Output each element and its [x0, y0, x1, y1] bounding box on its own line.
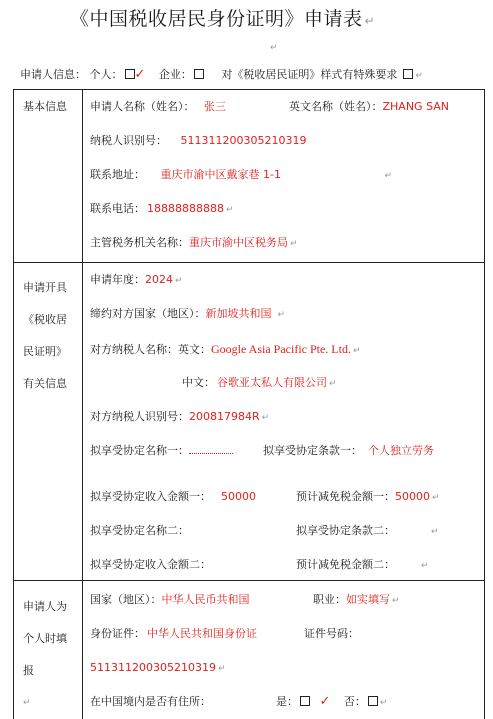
special-format-label: 对《税收居民证明》样式有特殊要求 [221, 68, 398, 81]
income-1-value[interactable]: 50000 [221, 490, 256, 503]
page-title: 《中国税收居民身份证明》申请表 ↵ [70, 8, 376, 30]
residence-yes-check-icon: ✓ [319, 694, 331, 709]
individual-label: 个人： [89, 68, 123, 81]
year-row: 申请年度：2024 ↵ [90, 273, 183, 286]
taxid-value[interactable]: 511311200305210319 [180, 134, 307, 147]
special-format-checkbox[interactable] [403, 69, 413, 79]
treaty-clause-1-row: 拟享受协定条款一： 个人独立劳务 [263, 444, 434, 457]
treaty-clause-2-row: 拟享受协定条款二： ↵ [296, 524, 439, 537]
name-value[interactable]: 张三 [204, 100, 226, 113]
counterparty-english-row: 对方纳税人名称：英文：Google Asia Pacific Pte. Ltd. ↵ [90, 342, 361, 356]
individual-check-icon: ✓ [134, 67, 146, 82]
year-value[interactable]: 2024 [145, 273, 173, 286]
relief-1-value[interactable]: 50000 [395, 490, 430, 503]
id-number-label: 证件号码： [304, 627, 359, 640]
taxid-row: 纳税人识别号： 511311200305210319 [90, 134, 307, 147]
table-column-divider [82, 89, 83, 719]
counterparty-chinese-row: 中文： 谷歌亚太私人有限公司 ↵ [182, 376, 337, 389]
residence-yes-checkbox[interactable] [300, 696, 310, 706]
applicant-info-label: 申请人信息： [20, 68, 86, 81]
authority-row: 主管税务机关名称：重庆市渝中区税务局 ↵ [90, 236, 298, 249]
basic-section-label: 基本信息 [23, 100, 67, 113]
occupation-row: 职业：如实填写 ↵ [313, 593, 400, 606]
counterparty-taxid-row: 对方纳税人识别号：200817984R ↵ [90, 410, 270, 423]
id-number-value[interactable]: 511311200305210319 [90, 661, 216, 674]
treaty-name-1-row: 拟享受协定名称一： [90, 444, 233, 458]
address-row: 联系地址： 重庆市渝中区戴家巷 1-1 ↵ [90, 168, 393, 181]
relief-2-row: 预计减免税金额二： ↵ [296, 558, 429, 571]
authority-value[interactable]: 重庆市渝中区税务局 [189, 236, 288, 249]
table-border-top [13, 89, 485, 90]
nationality-row: 国家（地区）：中华人民币共和国 [90, 593, 250, 606]
enterprise-label: 企业： [158, 68, 192, 81]
treaty-name-1-field[interactable] [189, 445, 233, 454]
residence-row: 在中国境内是否有住所： [90, 695, 211, 708]
income-2-row: 拟享受协定收入金额二： [90, 558, 211, 571]
residence-choice: 是： ✓ 否： ↵ [276, 694, 388, 709]
english-name-value[interactable]: ZHANG SAN [382, 100, 450, 113]
individual-checkbox[interactable] [125, 69, 135, 79]
treaty-country-value[interactable]: 新加坡共和国 [205, 307, 272, 320]
counterparty-taxid-value[interactable]: 200817984R [189, 410, 260, 423]
cert-section-label: 申请开具 《税收居 民证明》 有关信息 [23, 281, 67, 390]
phone-row: 联系电话： 18888888888 ↵ [90, 202, 234, 215]
name-row: 申请人名称（姓名）： 张三 [90, 100, 226, 113]
paragraph-mark: ↵ [270, 43, 278, 53]
personal-section-label: 申请人为 个人时填 报 ↵ [23, 600, 67, 708]
income-1-row: 拟享受协定收入金额一： 50000 [90, 490, 256, 503]
counterparty-chinese-value[interactable]: 谷歌亚太私人有限公司 [217, 376, 327, 389]
phone-value[interactable]: 18888888888 [147, 202, 224, 215]
treaty-name-2-row: 拟享受协定名称二： [90, 524, 189, 537]
table-divider-2 [13, 580, 485, 581]
table-border-right [484, 89, 485, 719]
id-number-row: 511311200305210319 ↵ [90, 661, 226, 674]
applicant-info-row: 申请人信息： 个人： ✓ 企业： 对《税收居民证明》样式有特殊要求 ↵ [20, 67, 423, 82]
table-border-left [13, 89, 14, 719]
treaty-country-row: 缔约对方国家（地区）：新加坡共和国 ↵ [90, 307, 286, 320]
relief-1-row: 预计减免税金额一：50000 ↵ [296, 490, 440, 503]
enterprise-checkbox[interactable] [194, 69, 204, 79]
english-name-row: 英文名称（姓名）：ZHANG SAN [289, 100, 450, 113]
nationality-value[interactable]: 中华人民币共和国 [161, 593, 250, 606]
residence-no-checkbox[interactable] [368, 696, 378, 706]
address-value[interactable]: 重庆市渝中区戴家巷 1-1 [160, 168, 281, 181]
counterparty-english-value[interactable]: Google Asia Pacific Pte. Ltd. [211, 342, 351, 356]
id-type-value[interactable]: 中华人民共和国身份证 [147, 627, 257, 640]
table-divider-1 [13, 262, 485, 263]
treaty-clause-1-value[interactable]: 个人独立劳务 [368, 444, 434, 457]
id-type-row: 身份证件： 中华人民共和国身份证 [90, 627, 257, 640]
occupation-value[interactable]: 如实填写 [346, 593, 390, 606]
